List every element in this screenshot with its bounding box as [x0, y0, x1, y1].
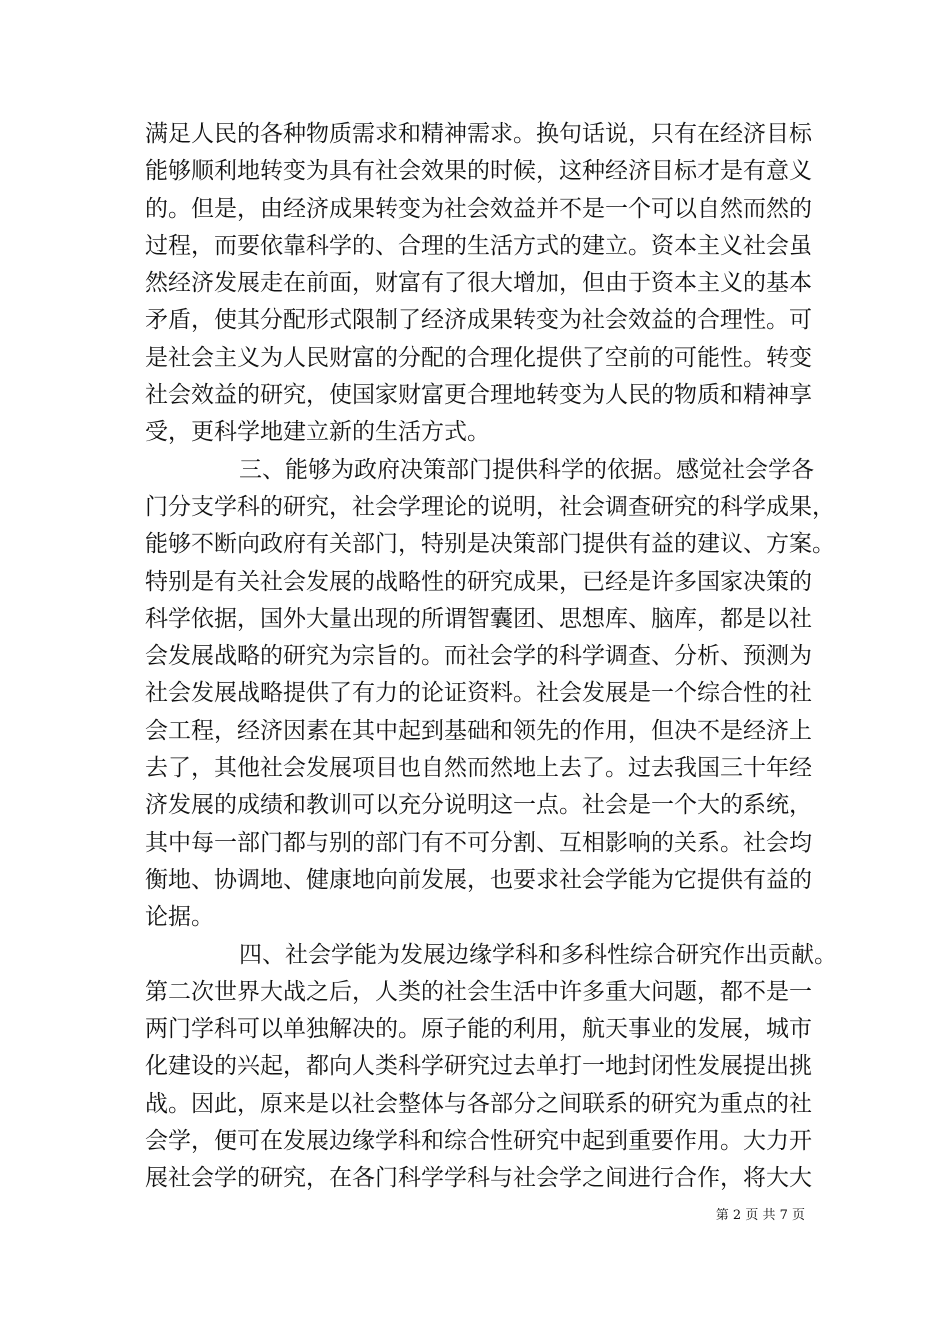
text-line: 门分支学科的研究，社会学理论的说明，社会调查研究的科学成果，	[145, 493, 835, 520]
text-line: 论据。	[145, 904, 214, 931]
text-line: 能够顺利地转变为具有社会效果的时候，这种经济目标才是有意义	[145, 158, 812, 185]
text-line: 化建设的兴起，都向人类科学研究过去单打一地封闭性发展提出挑	[145, 1053, 812, 1080]
text-line: 两门学科可以单独解决的。原子能的利用，航天事业的发展，城市	[145, 1016, 812, 1043]
text-line: 济发展的成绩和教训可以充分说明这一点。社会是一个大的系统，	[145, 792, 812, 819]
text-line: 受，更科学地建立新的生活方式。	[145, 419, 490, 446]
text-line: 第二次世界大战之后，人类的社会生活中许多重大问题，都不是一	[145, 978, 812, 1005]
page-number-footer: 第 2 页 共 7 页	[715, 1208, 805, 1223]
text-line: 衡地、协调地、健康地向前发展，也要求社会学能为它提供有益的	[145, 866, 812, 893]
text-line: 社会效益的研究，使国家财富更合理地转变为人民的物质和精神享	[145, 382, 812, 409]
text-line: 会工程，经济因素在其中起到基础和领先的作用，但决不是经济上	[145, 717, 812, 744]
text-line: 满足人民的各种物质需求和精神需求。换句话说，只有在经济目标	[145, 121, 812, 147]
paragraph-heading-three: 三、能够为政府决策部门提供科学的依据。感觉社会学各	[239, 456, 814, 483]
paragraph-heading-four: 四、社会学能为发展边缘学科和多科性综合研究作出贡献。	[239, 941, 837, 968]
text-line: 的。但是，由经济成果转变为社会效益并不是一个可以自然而然的	[145, 195, 812, 222]
text-line: 特别是有关社会发展的战略性的研究成果，已经是许多国家决策的	[145, 568, 812, 595]
text-line: 会学，便可在发展边缘学科和综合性研究中起到重要作用。大力开	[145, 1128, 812, 1155]
text-line: 战。因此，原来是以社会整体与各部分之间联系的研究为重点的社	[145, 1090, 812, 1117]
body-text	[145, 116, 837, 1198]
text-line: 会发展战略的研究为宗旨的。而社会学的科学调查、分析、预测为	[145, 643, 812, 670]
text-line: 然经济发展走在前面，财富有了很大增加，但由于资本主义的基本	[145, 270, 812, 297]
text-line: 展社会学的研究，在各门科学学科与社会学之间进行合作，将大大	[145, 1165, 812, 1192]
text-line: 去了，其他社会发展项目也自然而然地上去了。过去我国三十年经	[145, 755, 812, 782]
text-line: 矛盾，使其分配形式限制了经济成果转变为社会效益的合理性。可	[145, 307, 812, 334]
text-line: 科学依据，国外大量出现的所谓智囊团、思想库、脑库，都是以社	[145, 605, 812, 632]
text-line: 是社会主义为人民财富的分配的合理化提供了空前的可能性。转变	[145, 344, 812, 371]
text-line: 能够不断向政府有关部门，特别是决策部门提供有益的建议、方案。	[145, 531, 835, 558]
text-line: 过程，而要依靠科学的、合理的生活方式的建立。资本主义社会虽	[145, 232, 812, 259]
text-line: 社会发展战略提供了有力的论证资料。社会发展是一个综合性的社	[145, 680, 812, 707]
text-line: 其中每一部门都与别的部门有不可分割、互相影响的关系。社会均	[145, 829, 812, 856]
